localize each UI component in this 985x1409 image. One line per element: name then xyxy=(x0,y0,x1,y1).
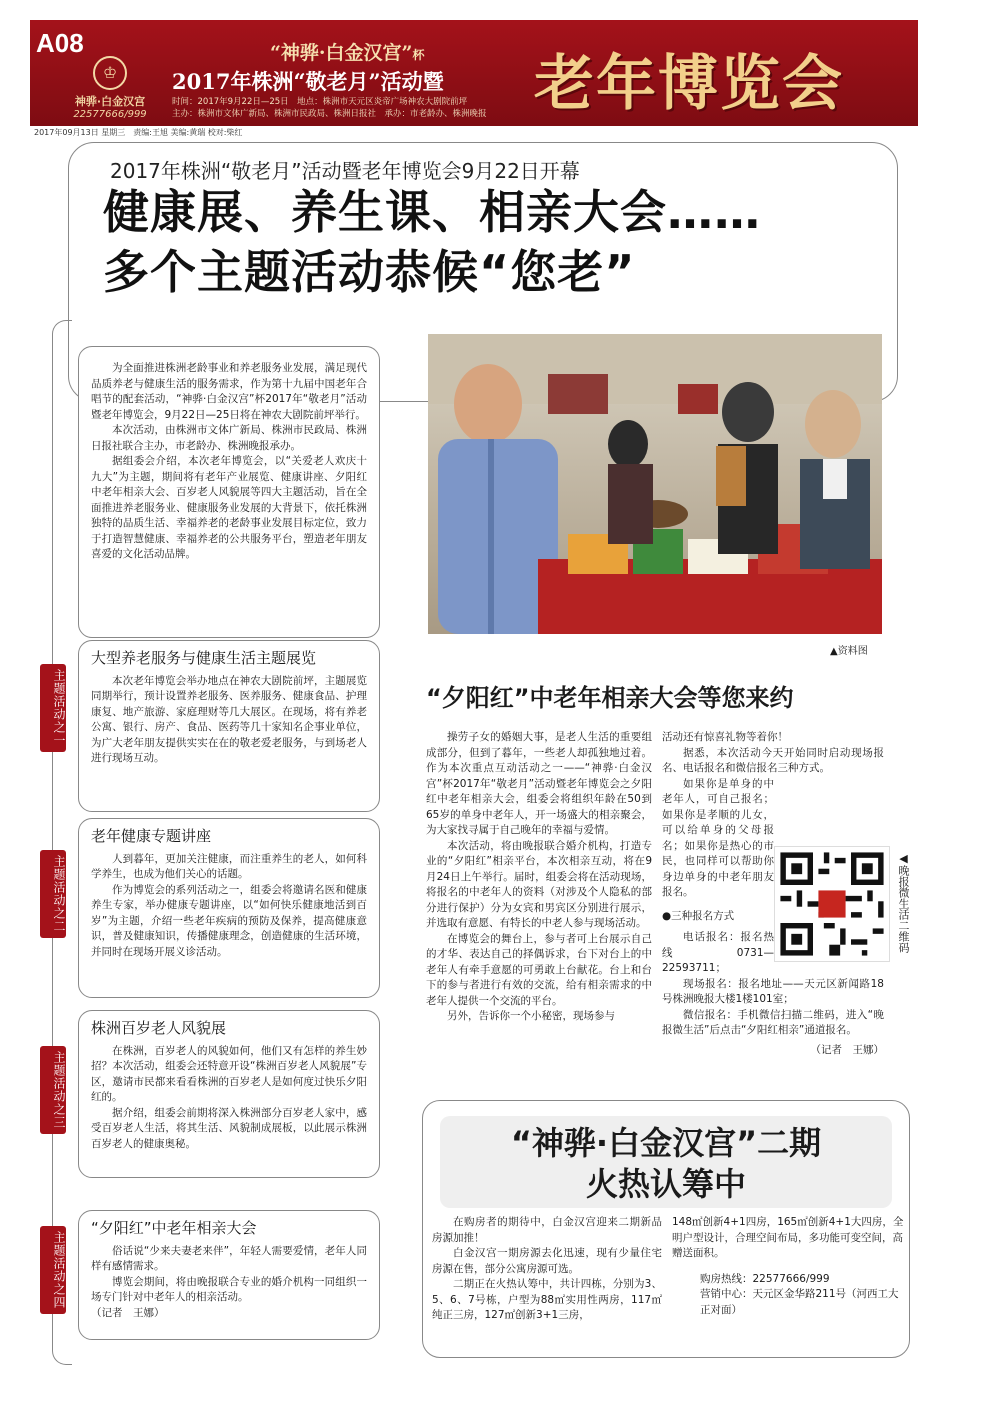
banner-cup: 杯 xyxy=(412,48,425,62)
headline-line-2: 多个主题活动恭候“您老” xyxy=(103,245,636,299)
banner-subtitle-1 xyxy=(270,38,425,65)
article-paragraph: 在博览会的舞台上，参与者可上台展示自己的才华、表达自己的择偶诉求，台下对台上的中老年人有牵手意愿的可勇敢上台献花。台上和台下的参与者进行有效的交流，给有相亲需求的中老年人提供一个交流的平台。 xyxy=(426,932,652,1007)
article-paragraph: 如果你是单身的中老年人，可自己报名；如果你是孝顺的儿女，可以给单身的父母报名；如果你是热心的市民，也同样可以帮助你身边单身的中老年朋友报名。 xyxy=(662,777,774,898)
banner-subtitle-2: 2017年株洲“敬老月”活动暨 xyxy=(172,69,444,94)
page-number: A08 xyxy=(36,28,84,58)
headline xyxy=(103,182,761,302)
theme-box-centenarians xyxy=(78,1010,380,1178)
banner-sponsor-name: “神骅·白金汉宫” xyxy=(270,42,413,64)
section-paragraph: 作为博览会的系列活动之一，组委会将邀请名医和健康养生专家，举办健康专题讲座，以“如何快乐健康地活到百岁”为主题，介绍一些老年疾病的预防及保养，提高健康意识，普及健康知识，传播健康理念，创造健康的生活环境，并同时在现场开展义诊活动。 xyxy=(91,883,367,958)
banner-big-title: 老年博览会 xyxy=(534,49,844,119)
advert-paragraph: 白金汉宫一期房源去化迅速，现有少量住宅房源在售，部分公寓房源可选。 xyxy=(432,1247,662,1275)
section-paragraph: 本次老年博览会举办地点在神农大剧院前坪，主题展览同期举行，预计设置养老服务、医养服务、健康食品、护理康复、地产旅游、家庭理财等几大展区。在现场，将有养老公寓、银行、房产、食品、医药等几十家知名企事业单位，为广大老年朋友提供实实在在的敬老爱老服务，与到场老人进行现场互动。 xyxy=(91,674,367,764)
advert-hotline: 购房热线：22577666/999 xyxy=(700,1272,830,1285)
sponsor-logo xyxy=(64,56,156,120)
theme-box-lecture xyxy=(78,818,380,998)
theme-tag-1: 主题活动之一 xyxy=(40,664,66,752)
registration-wechat: 微信报名：手机微信扫描二维码，进入“晚报微生活”后点击“夕阳红相亲”通道报名。 xyxy=(662,1008,884,1036)
registration-phone: 电话报名：报名热线 0731—22593711； xyxy=(662,931,774,974)
article-title: “夕阳红”中老年相亲大会等您来约 xyxy=(426,684,794,712)
registration-heading: ●三种报名方式 xyxy=(662,909,735,922)
section-paragraph: 据介绍，组委会前期将深入株洲部分百岁老人家中，感受百岁老人生活，将其生活、风貌制成展板，以此展示株洲百岁老人的健康奥秘。 xyxy=(91,1106,367,1150)
logo-phone: 22577666/999 xyxy=(73,109,147,120)
registration-onsite: 现场报名：报名地址——天元区新闻路18号株洲晚报大楼1楼101室； xyxy=(662,977,884,1005)
dateline: 2017年09月13日 星期三 责编:王旭 美编:黄瑞 校对:柴红 xyxy=(34,128,243,137)
article-column-1 xyxy=(426,730,652,1025)
advert-header xyxy=(440,1116,892,1208)
banner-time-line: 时间：2017年9月22日—25日 地点：株洲市天元区炎帝广场神农大剧院前坪 xyxy=(172,97,468,107)
intro-box xyxy=(78,346,380,638)
qr-code[interactable] xyxy=(774,846,890,962)
banner-host-line: 主办：株洲市文体广新局、株洲市民政局、株洲日报社 承办：市老龄办、株洲晚报 xyxy=(172,109,487,119)
advert-title-1: “神骅·白金汉宫”二期 xyxy=(510,1124,822,1162)
theme-tag-3: 主题活动之三 xyxy=(40,1046,66,1134)
section-title: 大型养老服务与健康生活主题展览 xyxy=(91,649,317,667)
article-paragraph: 操劳子女的婚姻大事，是老人生活的重要组成部分，但到了暮年，一些老人却孤独地过着。作为本次重点互动活动之一——“神骅·白金汉宫”杯2017年“敬老月”活动暨老年博览会之夕阳红中老年相亲大会，组委会将组织年龄在50到65岁的单身中老年人，开一场盛大的相亲聚会，为大家找寻属于自己晚年的幸福与爱情。 xyxy=(426,731,652,836)
photo-caption: ▲资料图 xyxy=(830,646,868,657)
section-paragraph: 博览会期间，将由晚报联合专业的婚介机构一同组织一场专门针对中老年人的相亲活动。 xyxy=(91,1275,367,1303)
crest-icon: ♔ xyxy=(93,56,127,90)
intro-paragraph: 为全面推进株洲老龄事业和养老服务业发展，满足现代品质养老与健康生活的服务需求，作为第十九届中国老年合唱节的配套活动，“神骅·白金汉宫”杯2017年“敬老月”活动暨老年博览会，9月22日—25日将在神农大剧院前坪举行。 xyxy=(91,362,367,421)
article-paragraph: 据悉，本次活动今天开始同时启动现场报名、电话报名和微信报名三种方式。 xyxy=(662,746,884,774)
kicker: 2017年株洲“敬老月”活动暨老年博览会9月22日开幕 xyxy=(110,159,580,183)
byline: （记者 王娜） xyxy=(91,1306,165,1319)
theme-box-exhibition xyxy=(78,640,380,812)
theme-tag-4: 主题活动之四 xyxy=(40,1226,66,1314)
banner-details xyxy=(172,96,532,120)
advert-sales-center: 营销中心：天元区金华路211号（河西工大正对面） xyxy=(700,1288,899,1316)
article-paragraph: 活动还有惊喜礼物等着你！ xyxy=(662,731,788,743)
section-paragraph: 在株洲，百岁老人的风貌如何，他们又有怎样的养生妙招？本次活动，组委会还特意开设“株洲百岁老人风貌展”专区，邀请市民都来看看株洲的百岁老人是如何度过快乐夕阳红的。 xyxy=(91,1044,367,1103)
intro-paragraph: 据组委会介绍，本次老年博览会，以“关爱老人欢庆十九大”为主题，期间将有老年产业展览、健康讲座、夕阳红中老年相亲大会、百岁老人风貌展等四大主题活动，旨在全面推进养老服务业、健康服务业发展的大背景下，依托株洲独特的品质生活、幸福养老的老龄事业发展目标定位，致力于打造智慧健康、幸福养老的公共服务平台，塑造老年朋友喜爱的文化活动品牌。 xyxy=(91,455,367,560)
advert-title-2: 火热认筹中 xyxy=(585,1165,746,1203)
article-paragraph: 另外，告诉你一个小秘密，现场参与 xyxy=(447,1010,615,1022)
advert-column-2 xyxy=(672,1215,904,1318)
qr-label: ◀晚报微生活二维码 xyxy=(897,852,910,953)
byline: （记者 王娜） xyxy=(810,1043,884,1056)
headline-line-1: 健康展、养生课、相亲大会…… xyxy=(103,185,761,239)
section-title: 老年健康专题讲座 xyxy=(91,827,212,845)
advert-paragraph: 二期正在火热认筹中，共计四栋，分别为3、5、6、7号栋，户型为88㎡实用性两房，117㎡纯正三房，127㎡创新3+1三房， xyxy=(432,1278,662,1321)
section-paragraph: 人到暮年，更加关注健康，而注重养生的老人，如何科学养生，也成为他们关心的话题。 xyxy=(91,852,367,880)
advert-paragraph: 148㎡创新4+1四房，165㎡创新4+1大四房，全明户型设计，合理空间布局，多功能可变空间，高赠送面积。 xyxy=(672,1216,904,1259)
logo-name: 神骅·白金汉宫 xyxy=(74,95,146,108)
theme-tag-2: 主题活动之二 xyxy=(40,850,66,938)
article-paragraph: 本次活动，将由晚报联合婚介机构，打造专业的“夕阳红”相亲平台，本次相亲互动，将在9月24日上午举行。届时，组委会将在活动现场，将报名的中老年人的资料（对涉及个人隐私的部分进行保护）分为女宾和男宾区分别进行展示，并选取有意愿、有特长的中老人参与现场活动。 xyxy=(426,839,652,929)
intro-paragraph: 本次活动，由株洲市文体广新局、株洲市民政局、株洲日报社联合主办，市老龄办、株洲晚报承办。 xyxy=(91,424,367,452)
expo-photo xyxy=(428,334,882,634)
left-spine-frame xyxy=(52,320,72,1365)
advert-column-1 xyxy=(432,1215,662,1324)
section-title: “夕阳红”中老年相亲大会 xyxy=(91,1219,257,1237)
section-paragraph: 俗话说“少来夫妻老来伴”，年轻人需要爱情，老年人同样有感情需求。 xyxy=(91,1244,367,1272)
theme-box-matchmaking xyxy=(78,1210,380,1340)
section-title: 株洲百岁老人风貌展 xyxy=(91,1019,227,1037)
advert-paragraph: 在购房者的期待中，白金汉宫迎来二期新品房源加推！ xyxy=(432,1216,662,1244)
